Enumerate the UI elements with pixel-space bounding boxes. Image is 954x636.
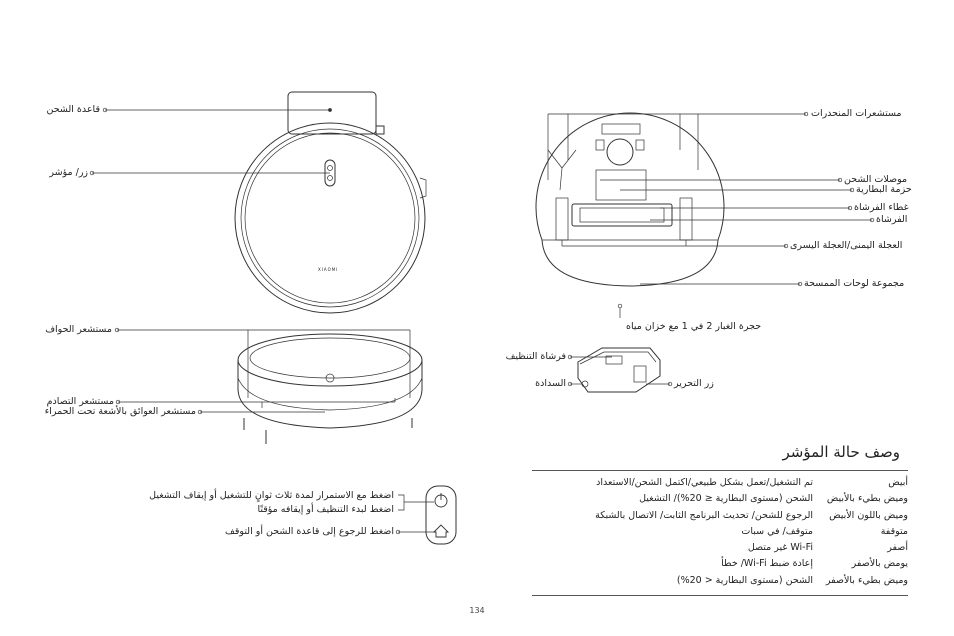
label-ir-obstacle-sensor: مستشعر العوائق بالأشعة تحت الحمراء — [44, 406, 196, 417]
status-cell: أبيض — [888, 477, 908, 488]
table-row — [532, 573, 908, 589]
table-row — [532, 508, 908, 524]
label-brush-cover: غطاء الفرشاة — [854, 202, 909, 213]
desc-cell: تم التشغيل/تعمل بشكل طبيعي/اكتمل الشحن/الاستعداد — [596, 477, 813, 488]
label-cleaning-brush: فرشاة التنظيف — [505, 351, 566, 362]
robot-bumper-ring — [241, 129, 419, 307]
bottom-outer-arc — [536, 113, 724, 240]
contact-right — [636, 140, 644, 150]
button-callout — [396, 486, 456, 544]
robot-outer-body — [235, 123, 425, 313]
side-cover-ellipse — [250, 338, 410, 378]
home-icon — [434, 525, 448, 537]
robot-top-view — [235, 92, 426, 313]
table-row — [532, 556, 908, 572]
robot-top-cover — [245, 133, 415, 303]
status-cell: متوقفة — [880, 525, 908, 537]
status-cell: يومض بالأصفر — [851, 558, 908, 570]
power-button-desc-2: اضغط لبدء التنظيف أو إيقافه مؤقتًا — [257, 504, 394, 515]
label-edge-sensor: مستشعر الحواف — [45, 324, 112, 335]
table-row — [532, 475, 908, 491]
label-release-button: زر التحرير — [674, 378, 714, 389]
label-charging-dock: قاعدة الشحن — [46, 104, 100, 115]
desc-cell: الشحن (مستوى البطارية < 20%) — [676, 574, 813, 586]
desc-cell: الرجوع للشحن/ تحديث البرنامج الثابت/ الاتصال بالشبكة — [595, 509, 813, 521]
desc-cell: إعادة ضبط Wi-Fi/ خطأ — [721, 558, 813, 570]
side-brush-arms — [548, 150, 576, 190]
label-collision-sensor: مستشعر التصادم — [46, 396, 114, 407]
label-cliff-sensors: مستشعرات المنحدرات — [811, 108, 902, 119]
release-button-shape — [634, 366, 646, 382]
table-row — [532, 491, 908, 507]
label-plug: السدادة — [535, 378, 566, 389]
right-wheel — [680, 198, 692, 240]
page-number: 134 — [469, 606, 485, 615]
side-brush-bristles — [244, 418, 412, 444]
status-cell: وميض بطيء بالأبيض — [826, 493, 908, 505]
indicator-section-title: وصف حالة المؤشر — [782, 443, 900, 461]
dustbin-view — [578, 348, 660, 392]
battery-cover — [596, 170, 646, 200]
left-wheel — [556, 198, 568, 240]
label-charging-contacts: موصلات الشحن — [844, 174, 908, 185]
label-battery-pack: حزمة البطارية — [856, 184, 912, 195]
caster-wheel — [607, 139, 633, 165]
robot-bottom-view — [536, 113, 724, 286]
desc-cell: الشحن (مستوى البطارية ≤ 20%)/ التشغيل — [639, 493, 813, 505]
robot-side-view — [238, 334, 422, 444]
label-button-indicator: زر/ مؤشر — [49, 167, 88, 178]
main-brush-frame — [572, 204, 672, 226]
home-button-desc: اضغط للرجوع إلى قاعدة الشحن أو التوقف — [225, 526, 394, 537]
leader-lines-left — [90, 108, 410, 414]
dock-side-tab — [376, 126, 384, 134]
front-sensor-block — [602, 124, 640, 134]
desc-cell: Wi-Fi غير متصل — [747, 542, 813, 554]
desc-cell: متوقف/ في سبات — [741, 525, 813, 537]
table-row — [532, 540, 908, 556]
side-bumper-line — [238, 378, 422, 410]
power-button-desc-1: اضغط مع الاستمرار لمدة ثلاث ثوانٍ للتشغيل أو إيقاف التشغيل — [149, 490, 394, 501]
label-brush: الفرشاة — [876, 214, 908, 225]
indicator-status-table — [532, 470, 908, 596]
label-mop-pad-assembly: مجموعة لوحات الممسحة — [804, 278, 905, 289]
status-cell: وميض باللون الأبيض — [829, 509, 908, 521]
label-dust-bin-water-tank: حجرة الغبار 2 في 1 مع خزان مياه — [626, 321, 762, 332]
status-cell: أصفر — [887, 542, 908, 554]
bottom-mop-arc — [542, 240, 718, 286]
label-wheels: العجلة اليمنى/العجلة اليسرى — [790, 240, 903, 251]
contact-left — [596, 140, 604, 150]
side-brush-edge — [420, 178, 426, 198]
power-button-mark — [328, 166, 333, 171]
dustbin-body — [578, 348, 660, 392]
table-row — [532, 524, 908, 540]
brand-mark: XIAOMI — [318, 267, 339, 272]
home-button-mark — [328, 176, 333, 181]
status-cell: وميض بطيء بالأصفر — [825, 574, 908, 586]
